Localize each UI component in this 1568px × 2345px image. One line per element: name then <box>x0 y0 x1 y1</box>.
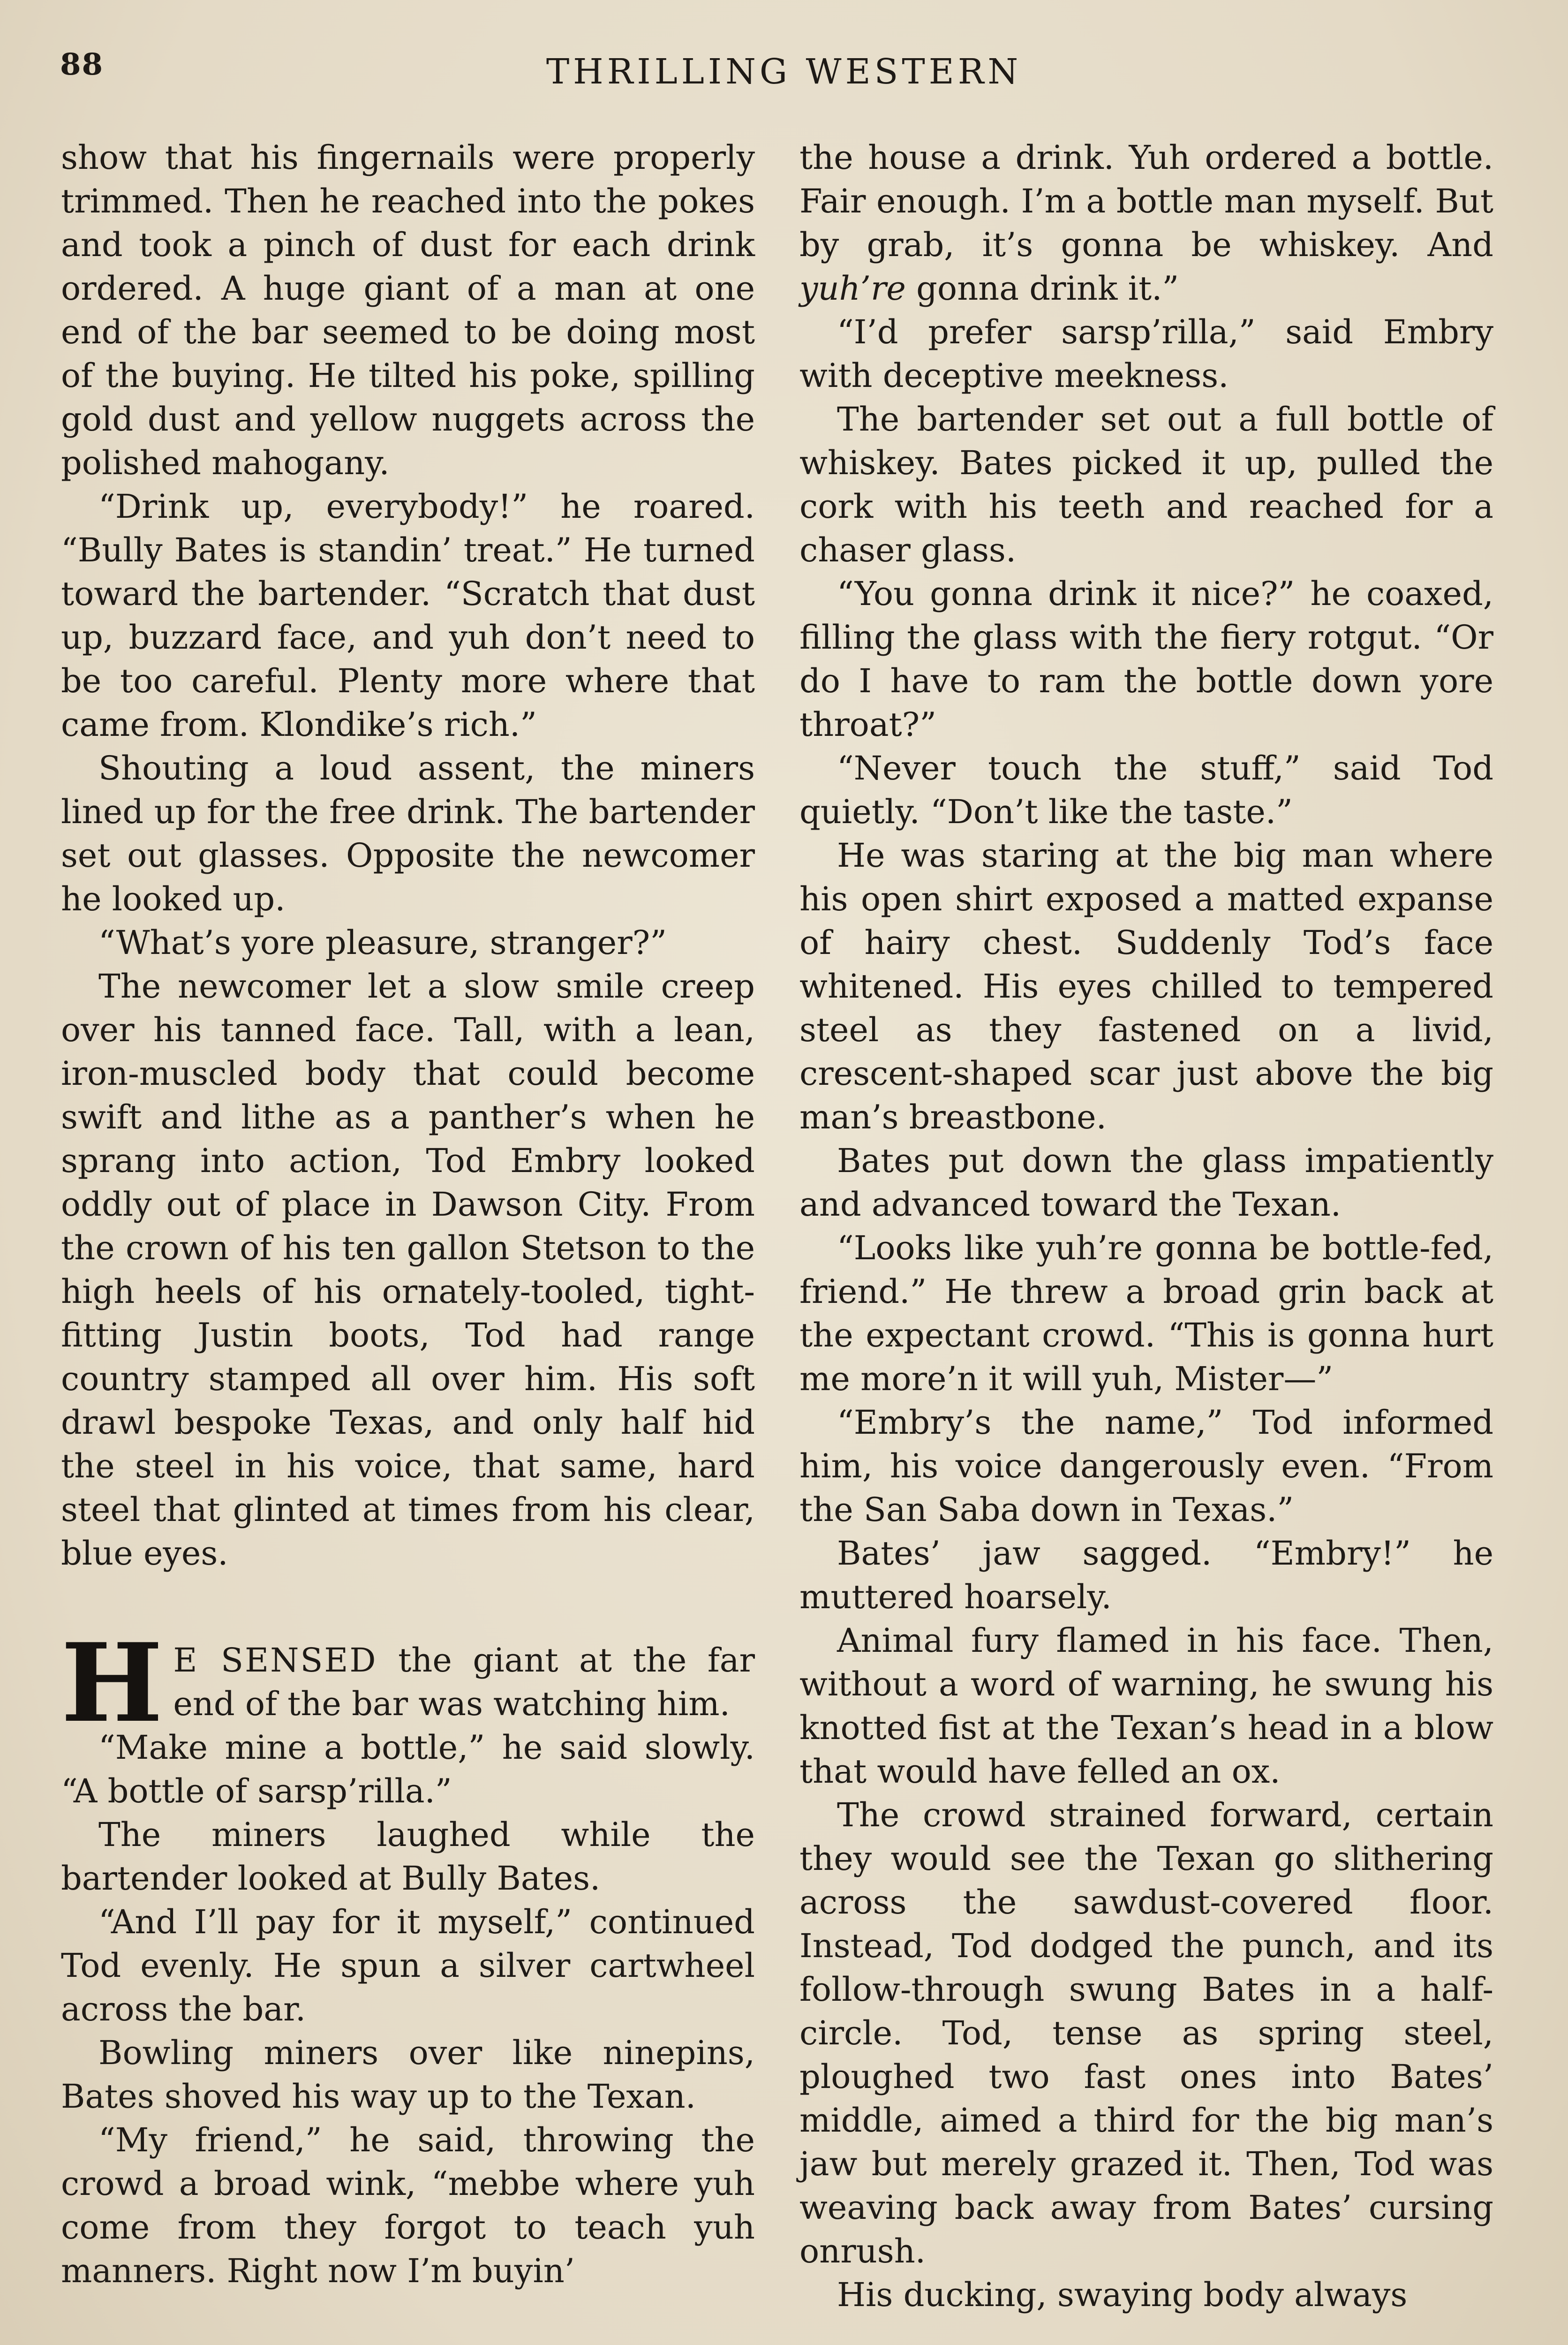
paragraph-text: the giant at the far end of the bar was watching him. <box>173 1641 755 1723</box>
paragraph: Animal fury flamed in his face. Then, without a word of warning, he swung his knotted fist at the Texan’s head in a blow that would have felled an ox. <box>799 1621 1493 1791</box>
section-opening-paragraph <box>61 1620 755 1747</box>
paragraph: The crowd strained forward, certain they would see the Texan go slithering across the sawdust-covered floor. Instead, Tod dodged the punch, and its follow-through swung Bates in a half-circle. Tod, tense as spring steel, ploughed two fast ones into Bates’ middle, aimed a third for the big man’s jaw but merely grazed it. Then, Tod was weaving back away from Bates’ cursing onrush. <box>799 1796 1493 2270</box>
paragraph: Bates’ jaw sagged. “Embry!” he muttered hoarsely. <box>799 1534 1493 1616</box>
drop-cap: H <box>61 1620 163 1747</box>
paragraph: “I’d prefer sarsp’rilla,” said Embry with deceptive meekness. <box>799 313 1493 395</box>
paragraph: His ducking, swaying body always <box>837 2276 1408 2314</box>
paragraph: “My friend,” he said, throwing the crowd a broad wink, “mebbe where yuh come from they forgot to teach yuh manners. Right now I’m buyin’ <box>61 2121 755 2290</box>
running-title: THRILLING WESTERN <box>546 52 1022 92</box>
paragraph: He was staring at the big man where his open shirt exposed a matted expanse of hairy chest. Suddenly Tod’s face whitened. His eyes chilled to tempered steel as they fastened on a livid, crescent-shaped scar just above the big man’s breastbone. <box>799 836 1493 1136</box>
page-header <box>52 42 1516 103</box>
paragraph <box>799 136 1493 310</box>
paragraph: “Make mine a bottle,” he said slowly. “A bottle of sarsp’rilla.” <box>61 1728 755 1810</box>
section-break <box>61 1575 755 1639</box>
paragraph: The miners laughed while the bartender looked at Bully Bates. <box>61 1815 755 1898</box>
paragraph: The bartender set out a full bottle of whiskey. Bates picked it up, pulled the cork with his teeth and reached for a chaser glass. <box>799 400 1493 569</box>
paragraph: “Drink up, everybody!” he roared. “Bully Bates is standin’ treat.” He turned toward the bartender. “Scratch that dust up, buzzard face, and yuh don’t need to be too careful. Plenty more where that came from. Klondike’s rich.” <box>61 487 755 744</box>
right-column <box>799 136 1493 2317</box>
paragraph: “You gonna drink it nice?” he coaxed, filling the glass with the fiery rotgut. “Or do I have to ram the bottle down yore throat?” <box>799 575 1493 744</box>
paragraph-text: the house a drink. Yuh ordered a bottle. Fair enough. I’m a bottle man myself. But by grab, it’s gonna be whiskey. And <box>799 138 1493 264</box>
paragraph: Shouting a loud assent, the miners lined up for the free drink. The bartender set out glasses. Opposite the newcomer he looked up. <box>61 749 755 918</box>
paragraph: The newcomer let a slow smile creep over his tanned face. Tall, with a lean, iron-muscled body that could become swift and lithe as a panther’s when he sprang into action, Tod Embry looked oddly out of place in Dawson City. From the crown of his ten gallon Stetson to the high heels of his ornately-tooled, tight-fitting Justin boots, Tod had range country stamped all over him. His soft drawl bespoke Texas, and only half hid the steel in his voice, that same, hard steel that glinted at times from his clear, blue eyes. <box>61 967 755 1573</box>
paragraph-text: gonna drink it.” <box>905 269 1179 308</box>
paragraph: “Never touch the stuff,” said Tod quietly. “Don’t like the taste.” <box>799 749 1493 831</box>
paragraph: “And I’ll pay for it myself,” continued Tod evenly. He spun a silver cartwheel across the bar. <box>61 1903 755 2028</box>
paragraph: “What’s yore pleasure, stranger?” <box>98 923 667 962</box>
paragraph: Bowling miners over like ninepins, Bates shoved his way up to the Texan. <box>61 2034 755 2116</box>
paragraph: show that his fingernails were properly trimmed. Then he reached into the pokes and took a pinch of dust for each drink ordered. A huge giant of a man at one end of the bar seemed to be doing most of the buying. He tilted his poke, spilling gold dust and yellow nuggets across the polished mahogany. <box>61 138 755 482</box>
page-number: 88 <box>60 47 104 82</box>
paragraph: “Embry’s the name,” Tod informed him, his voice dangerously even. “From the San Saba down in Texas.” <box>799 1403 1493 1529</box>
emphasis-text: yuh’re <box>799 269 906 308</box>
paragraph: “Looks like yuh’re gonna be bottle-fed, friend.” He threw a broad grin back at the expectant crowd. “This is gonna hurt me more’n it will yuh, Mister—” <box>799 1229 1493 1398</box>
lead-in-caps: E SENSED <box>173 1641 377 1679</box>
paragraph: Bates put down the glass impatiently and advanced toward the Texan. <box>799 1142 1493 1224</box>
left-column <box>61 136 755 2293</box>
